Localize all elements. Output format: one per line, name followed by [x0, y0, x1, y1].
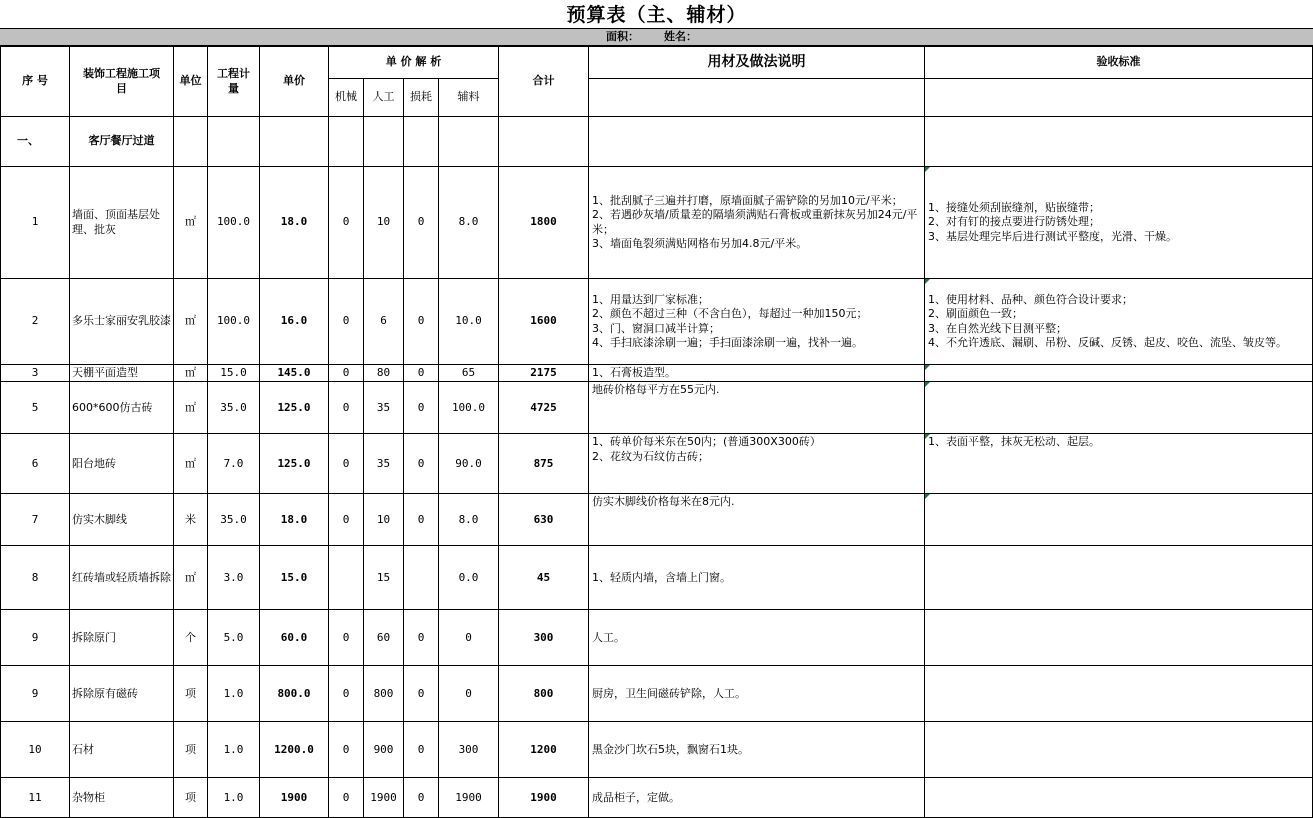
row-total: 1600: [499, 279, 589, 365]
table-row: [1, 546, 1313, 610]
row-labor: 35: [364, 434, 404, 494]
row-no: 3: [1, 365, 70, 382]
header-analysis: 单 价 解 析: [329, 47, 499, 79]
header-item: [70, 47, 174, 117]
row-labor: 80: [364, 365, 404, 382]
row-qty: 1.0: [208, 722, 260, 778]
row-machine: 0: [329, 722, 364, 778]
row-labor: 800: [364, 666, 404, 722]
row-qty: 15.0: [208, 365, 260, 382]
row-item: 仿实木脚线: [70, 494, 174, 546]
row-labor: 35: [364, 382, 404, 434]
table-row: [1, 778, 1313, 818]
row-item: 600*600仿古砖: [70, 382, 174, 434]
row-item: 红砖墙或轻质墙拆除: [70, 546, 174, 610]
row-no: 7: [1, 494, 70, 546]
header-qty: [208, 47, 260, 117]
row-loss: 0: [404, 666, 439, 722]
row-aux: 0: [439, 610, 499, 666]
row-machine: 0: [329, 610, 364, 666]
header-acceptance-blank: [925, 79, 1313, 117]
row-machine: 0: [329, 167, 364, 279]
area-label: 面积：: [606, 30, 639, 43]
row-aux: 0.0: [439, 546, 499, 610]
row-acceptance: [925, 778, 1313, 818]
row-qty: 100.0: [208, 167, 260, 279]
row-total: 2175: [499, 365, 589, 382]
row-no: 1: [1, 167, 70, 279]
row-total: 45: [499, 546, 589, 610]
row-materials: 1、轻质内墙，含墙上门窗。: [589, 546, 925, 610]
row-labor: 900: [364, 722, 404, 778]
row-labor: 60: [364, 610, 404, 666]
row-item: 拆除原有磁砖: [70, 666, 174, 722]
row-no: 11: [1, 778, 70, 818]
header-acceptance: 验收标准: [925, 47, 1313, 79]
row-price: 125.0: [260, 382, 329, 434]
row-unit: ㎡: [174, 365, 208, 382]
row-machine: 0: [329, 279, 364, 365]
header-item-text: 装饰工程施工项目: [83, 67, 160, 95]
row-unit: 个: [174, 610, 208, 666]
table-row: [1, 365, 1313, 382]
row-materials: 1、批刮腻子三遍并打磨，原墙面腻子需铲除的另加10元/平米； 2、若遇砂灰墙/质量差的隔墙须满贴石膏板或重新抹灰另加24元/平米； 3、墙面龟裂须满贴网格布另加4.8元/平米。: [589, 167, 925, 279]
row-acceptance: [925, 546, 1313, 610]
header-machine: 机械: [329, 79, 364, 117]
row-price: 60.0: [260, 610, 329, 666]
header-materials: 用材及做法说明: [589, 47, 925, 79]
row-total: 1800: [499, 167, 589, 279]
row-materials: 人工。: [589, 610, 925, 666]
row-labor: 15: [364, 546, 404, 610]
row-aux: 90.0: [439, 434, 499, 494]
row-total: 630: [499, 494, 589, 546]
row-loss: 0: [404, 610, 439, 666]
row-unit: ㎡: [174, 382, 208, 434]
row-labor: 10: [364, 494, 404, 546]
row-price: 800.0: [260, 666, 329, 722]
header-qty-text: 工程计量: [217, 67, 250, 95]
row-materials: 地砖价格每平方在55元内.: [589, 382, 925, 434]
row-no: 8: [1, 546, 70, 610]
row-loss: 0: [404, 434, 439, 494]
row-item: 阳台地砖: [70, 434, 174, 494]
row-labor: 10: [364, 167, 404, 279]
header-loss: 损耗: [404, 79, 439, 117]
table-row: [1, 610, 1313, 666]
section-no: 一、: [1, 117, 70, 167]
row-total: 1900: [499, 778, 589, 818]
header-labor: 人工: [364, 79, 404, 117]
row-materials: 1、石膏板造型。: [589, 365, 925, 382]
row-machine: [329, 546, 364, 610]
row-price: 125.0: [260, 434, 329, 494]
row-qty: 35.0: [208, 494, 260, 546]
row-no: 6: [1, 434, 70, 494]
row-acceptance: 1、接缝处须刮嵌缝剂，贴嵌缝带； 2、对有钉的接点要进行防锈处理； 3、基层处理完毕后进行测试平整度，光滑、干燥。: [925, 167, 1313, 279]
row-price: 18.0: [260, 167, 329, 279]
section-name: [70, 117, 174, 167]
section-name-text: 客厅餐厅过道: [88, 134, 155, 148]
row-loss: 0: [404, 382, 439, 434]
row-acceptance: [925, 722, 1313, 778]
header-unit: 单位: [174, 47, 208, 117]
row-item: 杂物柜: [70, 778, 174, 818]
row-item: 拆除原门: [70, 610, 174, 666]
row-loss: 0: [404, 167, 439, 279]
row-aux: 100.0: [439, 382, 499, 434]
row-machine: 0: [329, 382, 364, 434]
row-no: 5: [1, 382, 70, 434]
row-labor: 6: [364, 279, 404, 365]
row-total: 1200: [499, 722, 589, 778]
row-qty: 7.0: [208, 434, 260, 494]
row-unit: 项: [174, 666, 208, 722]
row-qty: 35.0: [208, 382, 260, 434]
row-item: 天棚平面造型: [70, 365, 174, 382]
row-price: 1900: [260, 778, 329, 818]
row-machine: 0: [329, 434, 364, 494]
row-loss: 0: [404, 365, 439, 382]
row-total: 4725: [499, 382, 589, 434]
row-unit: ㎡: [174, 279, 208, 365]
row-acceptance: [925, 666, 1313, 722]
row-no: 9: [1, 610, 70, 666]
header-seq: 序 号: [1, 47, 70, 117]
row-acceptance: [925, 494, 1313, 546]
row-aux: 8.0: [439, 494, 499, 546]
table-row: [1, 434, 1313, 494]
row-price: 18.0: [260, 494, 329, 546]
row-aux: 1900: [439, 778, 499, 818]
row-materials: 仿实木脚线价格每米在8元内.: [589, 494, 925, 546]
row-machine: 0: [329, 494, 364, 546]
row-materials: 成品柜子，定做。: [589, 778, 925, 818]
row-unit: ㎡: [174, 546, 208, 610]
row-item: 墙面、顶面基层处理、批灰: [70, 167, 174, 279]
row-no: 10: [1, 722, 70, 778]
row-unit: 项: [174, 778, 208, 818]
row-no: 9: [1, 666, 70, 722]
row-total: 875: [499, 434, 589, 494]
table-row: [1, 722, 1313, 778]
row-total: 300: [499, 610, 589, 666]
row-machine: 0: [329, 365, 364, 382]
row-aux: 300: [439, 722, 499, 778]
table-row: [1, 494, 1313, 546]
header-total: 合计: [499, 47, 589, 117]
row-loss: 0: [404, 494, 439, 546]
row-loss: 0: [404, 722, 439, 778]
row-item: 石材: [70, 722, 174, 778]
row-acceptance: [925, 365, 1313, 382]
budget-table: [0, 46, 1313, 818]
row-aux: 10.0: [439, 279, 499, 365]
row-aux: 65: [439, 365, 499, 382]
table-row: [1, 666, 1313, 722]
row-unit: 项: [174, 722, 208, 778]
row-machine: 0: [329, 666, 364, 722]
row-total: 800: [499, 666, 589, 722]
table-row: [1, 279, 1313, 365]
row-qty: 3.0: [208, 546, 260, 610]
row-qty: 5.0: [208, 610, 260, 666]
row-acceptance: 1、表面平整，抹灰无松动、起层。: [925, 434, 1313, 494]
table-row: [1, 167, 1313, 279]
row-aux: 8.0: [439, 167, 499, 279]
row-unit: 米: [174, 494, 208, 546]
sheet-title: 预算表（主、辅材）: [566, 4, 747, 26]
row-qty: 100.0: [208, 279, 260, 365]
header-materials-blank: [589, 79, 925, 117]
header-price: 单价: [260, 47, 329, 117]
row-acceptance: [925, 610, 1313, 666]
row-loss: 0: [404, 279, 439, 365]
row-price: 145.0: [260, 365, 329, 382]
row-price: 1200.0: [260, 722, 329, 778]
table-row: [1, 382, 1313, 434]
row-qty: 1.0: [208, 666, 260, 722]
row-materials: 1、砖单价每米东在50内；(普通300X300砖） 2、花纹为石纹仿古砖；: [589, 434, 925, 494]
row-materials: 黑金沙门坎石5块，飘窗石1块。: [589, 722, 925, 778]
row-materials: 厨房，卫生间磁砖铲除，人工。: [589, 666, 925, 722]
area-name-bar: [0, 28, 1313, 46]
name-label: 姓名：: [664, 30, 697, 43]
header-aux: 辅料: [439, 79, 499, 117]
row-price: 16.0: [260, 279, 329, 365]
row-no: 2: [1, 279, 70, 365]
row-qty: 1.0: [208, 778, 260, 818]
row-aux: 0: [439, 666, 499, 722]
row-materials: 1、用量达到厂家标准； 2、颜色不超过三种（不含白色），每超过一种加150元； 3、门、窗洞口减半计算； 4、手扫底漆涂刷一遍；手扫面漆涂刷一遍，找补一遍。: [589, 279, 925, 365]
section-row: [1, 117, 1313, 167]
row-price: 15.0: [260, 546, 329, 610]
row-loss: [404, 546, 439, 610]
row-acceptance: [925, 382, 1313, 434]
row-machine: 0: [329, 778, 364, 818]
row-unit: ㎡: [174, 167, 208, 279]
row-loss: 0: [404, 778, 439, 818]
row-item: 多乐士家丽安乳胶漆: [70, 279, 174, 365]
row-unit: ㎡: [174, 434, 208, 494]
row-labor: 1900: [364, 778, 404, 818]
row-acceptance: 1、使用材料、品种、颜色符合设计要求； 2、刷面颜色一致； 3、在自然光线下目测平整； 4、不允许透底、漏刷、吊粉、反碱、反锈、起皮、咬色、流坠、皱皮等。: [925, 279, 1313, 365]
